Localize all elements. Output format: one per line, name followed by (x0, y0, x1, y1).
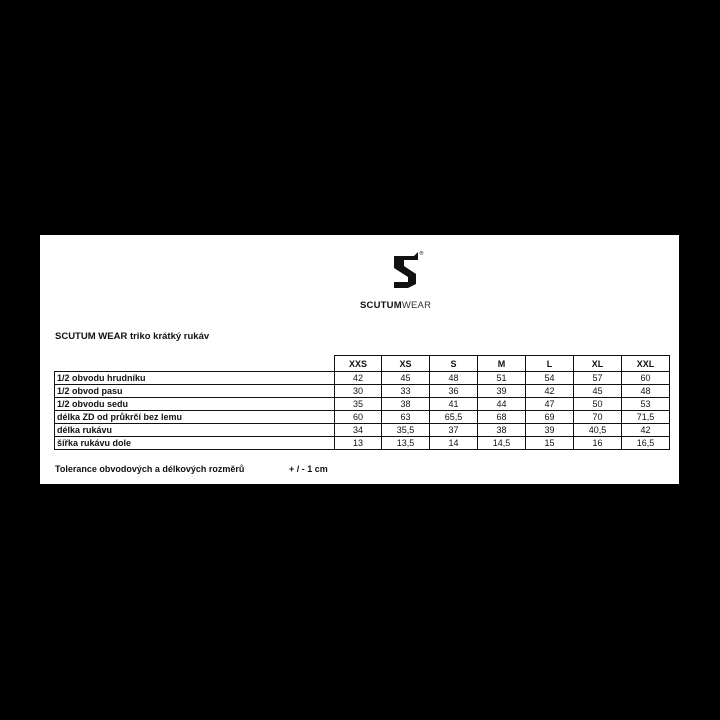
table-cell: 42 (622, 424, 670, 437)
table-cell: 39 (478, 385, 526, 398)
table-cell: 14,5 (478, 437, 526, 450)
table-row (55, 372, 670, 385)
table-cell: 50 (574, 398, 622, 411)
size-header-l: L (526, 356, 574, 372)
table-cell: 54 (526, 372, 574, 385)
table-cell: 45 (382, 372, 430, 385)
table-cell: 60 (622, 372, 670, 385)
table-row (55, 398, 670, 411)
table-cell: 44 (478, 398, 526, 411)
table-cell: 48 (622, 385, 670, 398)
table-row (55, 385, 670, 398)
table-cell: 42 (335, 372, 382, 385)
table-cell: 15 (526, 437, 574, 450)
row-label: šířka rukávu dole (55, 437, 335, 450)
row-label: 1/2 obvod pasu (55, 385, 335, 398)
table-cell: 41 (430, 398, 478, 411)
size-chart-sheet (40, 235, 679, 484)
table-cell: 42 (526, 385, 574, 398)
row-label: délka rukávu (55, 424, 335, 437)
registered-mark: ® (419, 251, 424, 257)
table-cell: 48 (430, 372, 478, 385)
header-blank-cell (55, 356, 335, 372)
table-cell: 33 (382, 385, 430, 398)
table-cell: 36 (430, 385, 478, 398)
table-cell: 69 (526, 411, 574, 424)
table-cell: 71,5 (622, 411, 670, 424)
tolerance-value: + / - 1 cm (289, 464, 328, 474)
document-title: SCUTUM WEAR triko krátký rukáv (55, 331, 210, 342)
row-label: 1/2 obvodu hrudníku (55, 372, 335, 385)
table-row (55, 411, 670, 424)
scutum-shield-s-logo (392, 250, 424, 290)
size-header-s: S (430, 356, 478, 372)
table-cell: 63 (382, 411, 430, 424)
table-cell: 38 (478, 424, 526, 437)
table-cell: 45 (574, 385, 622, 398)
size-header-xs: XS (382, 356, 430, 372)
size-table (54, 355, 670, 450)
size-header-xxl: XXL (622, 356, 670, 372)
table-cell: 39 (526, 424, 574, 437)
table-cell: 70 (574, 411, 622, 424)
table-cell: 68 (478, 411, 526, 424)
table-cell: 34 (335, 424, 382, 437)
size-header-m: M (478, 356, 526, 372)
table-cell: 38 (382, 398, 430, 411)
brand-name-light: WEAR (401, 300, 432, 311)
table-cell: 53 (622, 398, 670, 411)
table-cell: 65,5 (430, 411, 478, 424)
table-cell: 60 (335, 411, 382, 424)
table-cell: 51 (478, 372, 526, 385)
table-row (55, 437, 670, 450)
size-header-xl: XL (574, 356, 622, 372)
table-cell: 13 (335, 437, 382, 450)
size-header-row (55, 356, 670, 372)
table-cell: 47 (526, 398, 574, 411)
table-cell: 30 (335, 385, 382, 398)
table-cell: 16 (574, 437, 622, 450)
table-cell: 16,5 (622, 437, 670, 450)
table-cell: 14 (430, 437, 478, 450)
table-cell: 37 (430, 424, 478, 437)
table-cell: 40,5 (574, 424, 622, 437)
row-label: 1/2 obvodu sedu (55, 398, 335, 411)
table-cell: 35 (335, 398, 382, 411)
brand-name-bold: SCUTUM (360, 300, 402, 311)
table-cell: 35,5 (382, 424, 430, 437)
tolerance-label: Tolerance obvodových a délkových rozměrů (55, 464, 245, 474)
size-header-xxs: XXS (335, 356, 382, 372)
table-cell: 57 (574, 372, 622, 385)
table-cell: 13,5 (382, 437, 430, 450)
table-row (55, 424, 670, 437)
row-label: délka ZD od průkrčí bez lemu (55, 411, 335, 424)
brand-wordmark (360, 300, 431, 311)
